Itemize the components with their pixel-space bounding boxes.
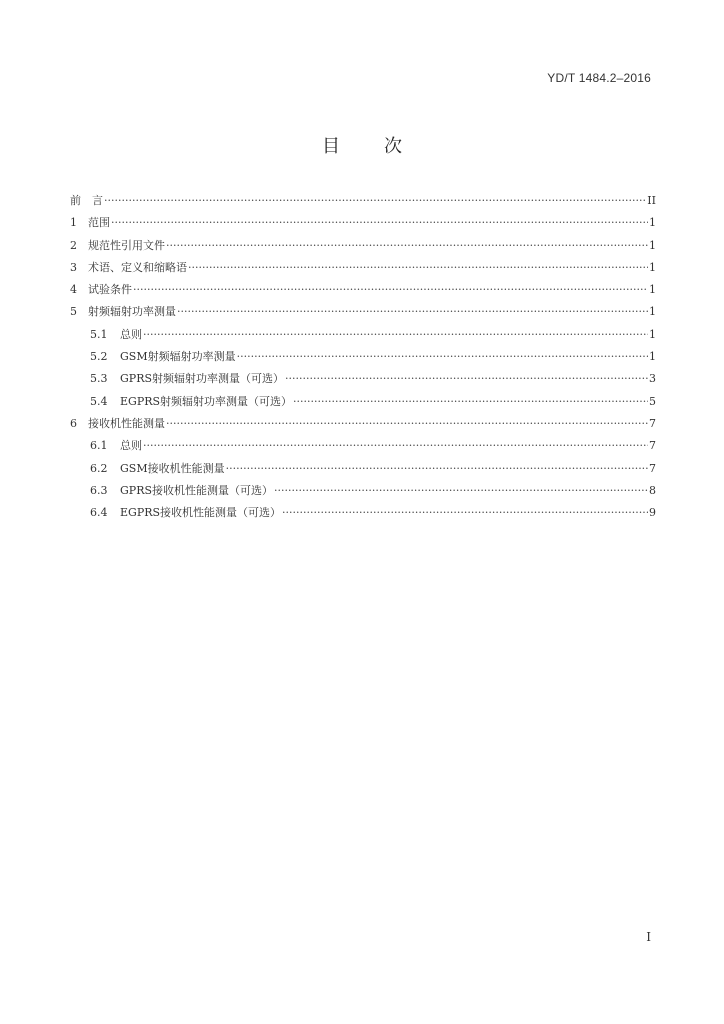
toc-entry-number: 6.3 [90, 483, 108, 497]
toc-entry[interactable] [70, 305, 656, 327]
toc-dot-leader [143, 328, 648, 342]
toc-title-char: 目 [322, 136, 340, 157]
toc-entry-page: 1 [649, 216, 656, 230]
toc-entry-number: 6.4 [90, 506, 108, 520]
toc-entry-number: 2 [70, 238, 77, 252]
toc-entry[interactable] [70, 194, 656, 216]
toc-entry-title: 术语、定义和缩略语 [88, 260, 187, 274]
toc-entry-number: 6.2 [90, 461, 108, 475]
toc-entry-title: GPRS射频辐射功率测量（可选） [120, 372, 285, 386]
toc-entry[interactable] [70, 216, 656, 238]
toc-entry-title: 总则 [120, 327, 142, 341]
toc-entry-page: 7 [649, 461, 656, 475]
toc-dot-leader [285, 372, 648, 386]
toc-title [0, 132, 724, 158]
toc-entry-page: 3 [649, 372, 656, 386]
toc-entry-page: 1 [649, 283, 656, 297]
toc-dot-leader [111, 216, 648, 230]
toc-entry-number: 6.1 [90, 439, 108, 453]
page-number: I [646, 930, 651, 944]
toc-dot-leader [282, 506, 648, 520]
toc-entry-number: 5.1 [90, 327, 108, 341]
toc-entry-page: 9 [649, 506, 656, 520]
toc-dot-leader [133, 283, 648, 297]
toc-entry-page: 1 [649, 305, 656, 319]
toc-entry[interactable] [70, 239, 656, 261]
toc-dot-leader [166, 239, 648, 253]
toc-entry-page: 1 [649, 327, 656, 341]
toc-entry-title: GSM射频辐射功率测量 [120, 350, 236, 364]
toc-entry-page: 1 [649, 260, 656, 274]
toc-dot-leader [104, 194, 646, 208]
toc-dot-leader [188, 261, 648, 275]
toc-entry-number: 5.4 [90, 394, 108, 408]
toc-dot-leader [274, 484, 648, 498]
toc-entry[interactable] [70, 439, 656, 461]
toc-entry-title: 前 言 [70, 194, 103, 207]
toc-entry-title: GSM接收机性能测量 [120, 461, 225, 475]
toc-entry-page: 5 [649, 394, 656, 408]
toc-entry[interactable] [70, 484, 656, 506]
toc-dot-leader [226, 462, 648, 476]
toc-dot-leader [166, 417, 648, 431]
toc-entry-title: 射频辐射功率测量 [88, 305, 176, 319]
toc-dot-leader [143, 439, 648, 453]
toc-entry-title: 总则 [120, 439, 142, 453]
toc-dot-leader [293, 395, 648, 409]
toc-entry[interactable] [70, 395, 656, 417]
toc-entry-number: 4 [70, 283, 77, 297]
toc-entry-page: II [647, 194, 656, 207]
toc-entry-page: 1 [649, 238, 656, 252]
toc-entry-title: 接收机性能测量 [88, 416, 165, 430]
toc-entry[interactable] [70, 261, 656, 283]
toc-entry-title: 规范性引用文件 [88, 238, 165, 252]
toc-title-char: 次 [384, 136, 402, 157]
toc-entry[interactable] [70, 417, 656, 439]
toc-entry-number: 5 [70, 305, 77, 319]
toc-entry[interactable] [70, 350, 656, 372]
toc-dot-leader [177, 305, 648, 319]
toc-dot-leader [237, 350, 648, 364]
toc-entry-number: 5.3 [90, 372, 108, 386]
toc-entry-number: 3 [70, 260, 77, 274]
toc-entry-number: 1 [70, 216, 77, 230]
toc-entry-page: 8 [649, 483, 656, 497]
toc-entry[interactable] [70, 462, 656, 484]
toc-entry-page: 7 [649, 439, 656, 453]
toc-entry-title: GPRS接收机性能测量（可选） [120, 483, 274, 497]
standard-number: YD/T 1484.2–2016 [547, 71, 651, 85]
toc-entry[interactable] [70, 328, 656, 350]
toc-entry-number: 5.2 [90, 350, 108, 364]
toc-entry[interactable] [70, 506, 656, 528]
toc-entry-page: 1 [649, 350, 656, 364]
toc-entry-title: EGPRS接收机性能测量（可选） [120, 506, 282, 520]
table-of-contents [70, 194, 656, 528]
toc-entry-title: 范围 [88, 216, 110, 230]
toc-entry-title: 试验条件 [88, 283, 132, 297]
toc-entry-page: 7 [649, 416, 656, 430]
toc-entry[interactable] [70, 283, 656, 305]
toc-entry-title: EGPRS射频辐射功率测量（可选） [120, 394, 293, 408]
toc-entry[interactable] [70, 372, 656, 394]
toc-entry-number: 6 [70, 416, 77, 430]
